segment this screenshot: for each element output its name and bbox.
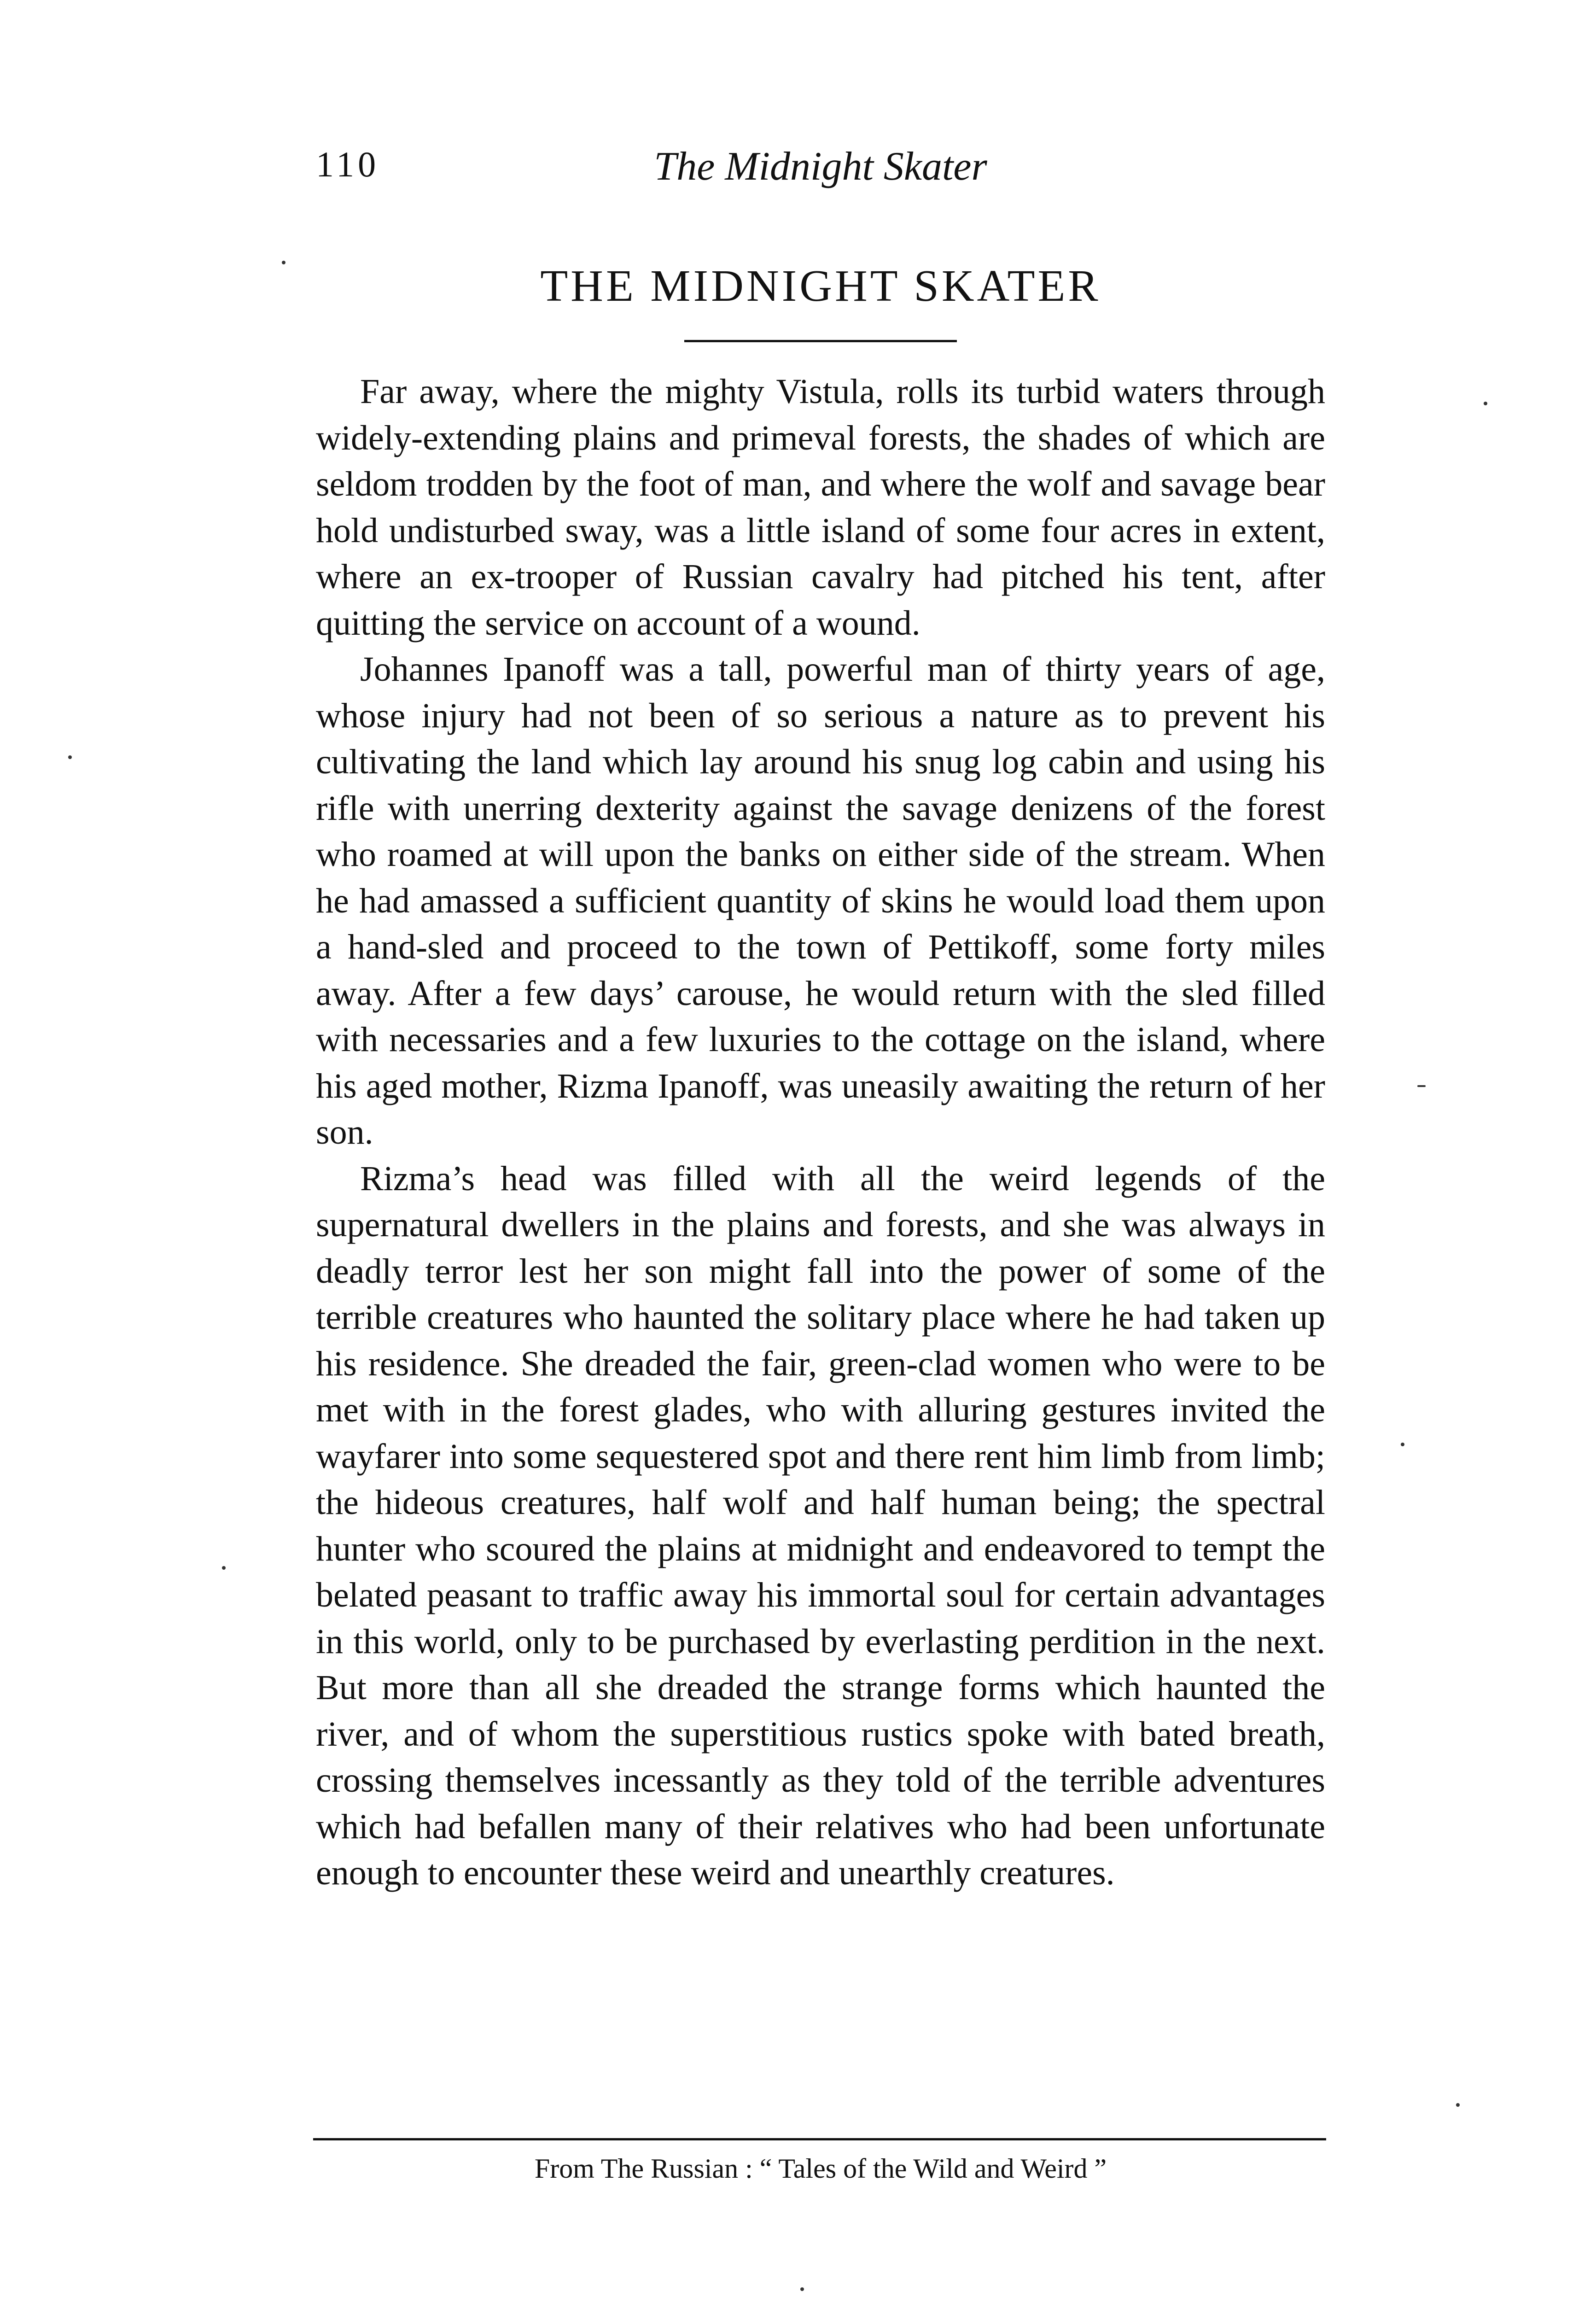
scan-speck xyxy=(1484,402,1487,405)
story-body xyxy=(316,368,1325,1896)
paragraph: Rizma’s head was filled with all the weird legends of the supernatural dwellers in the plains and forests, and she was always in deadly terror lest her son might fall into the power of some of the terrible creatures who haunted the solitary place where he had taken up his residence. She dreaded the fair, green-clad women who were to be met with in the forest glades, who with alluring gestures invited the wayfarer into some sequestered spot and there rent him limb from limb; the hideous creatures, half wolf and half human being; the spectral hunter who scoured the plains at midnight and endeavored to tempt the belated peasant to traffic away his immortal soul for certain advantages in this world, only to be purchased by everlasting perdition in the next. But more than all she dreaded the strange forms which haunted the river, and of whom the superstitious rustics spoke with bated breath, crossing themselves incessantly as they told of the terrible adventures which had befallen many of their relatives who had been unfortunate enough to encounter these weird and unearthly creatures. xyxy=(316,1159,1325,1892)
paragraph: Far away, where the mighty Vistula, rolls its turbid waters through widely-extending plains and primeval forests, the shades of which are seldom trodden by the foot of man, and where the wolf and savage bear hold undisturbed sway, was a little island of some four acres in extent, where an ex-trooper of Russian cavalry had pitched his tent, after quitting the service on account of a wound. xyxy=(316,372,1325,643)
footnote-rule xyxy=(313,2138,1326,2140)
scan-speck xyxy=(68,755,72,759)
scan-speck xyxy=(282,261,285,264)
page-number: 110 xyxy=(316,144,380,184)
scan-speck xyxy=(222,1566,226,1570)
scan-speck xyxy=(800,2287,804,2291)
scan-speck xyxy=(1417,1085,1426,1087)
scan-speck xyxy=(1456,2103,1460,2107)
scan-speck xyxy=(1401,1443,1404,1446)
paragraph: Johannes Ipanoff was a tall, powerful man of thirty years of age, whose injury had not been of so serious a nature as to prevent his cultivating the land which lay around his snug log cabin and using his rifle with unerring dexterity against the savage denizens of the forest who roamed at will upon the banks on either side of the stream. When he had amassed a sufficient quantity of skins he would load them upon a hand-sled and proceed to the town of Pettikoff, some forty miles away. After a few days’ carouse, he would return with the sled filled with necessaries and a few luxuries to the cottage on the island, where his aged mother, Rizma Ipanoff, was uneasily awaiting the return of her son. xyxy=(316,650,1325,1152)
running-title: The Midnight Skater xyxy=(654,144,987,189)
running-header xyxy=(316,146,1325,206)
source-footnote: From The Russian : “ Tales of the Wild and Weird ” xyxy=(534,2153,1107,2184)
title-rule xyxy=(684,340,957,342)
story-title: THE MIDNIGHT SKATER xyxy=(540,261,1101,311)
